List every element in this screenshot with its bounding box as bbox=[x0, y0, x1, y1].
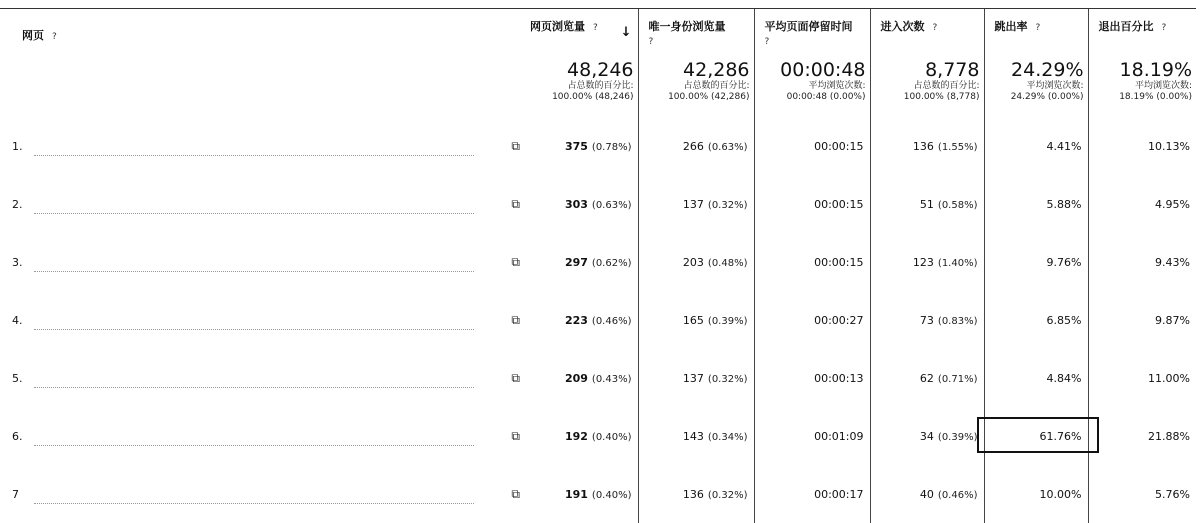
avg-time-value: 00:00:13 bbox=[814, 371, 864, 385]
summary-avg-time bbox=[754, 51, 870, 117]
exit-pct-cell bbox=[1088, 349, 1196, 407]
summary-value: 24.29% bbox=[1011, 59, 1084, 81]
unique-pageviews-cell bbox=[638, 291, 754, 349]
pageviews-value: 192 bbox=[564, 429, 588, 443]
entrances-cell bbox=[870, 349, 984, 407]
avg-time-value: 00:00:27 bbox=[814, 313, 864, 327]
unique-pageviews-pct: (0.39%) bbox=[707, 315, 748, 327]
row-index: 5. bbox=[12, 371, 23, 385]
unique-pageviews-cell bbox=[638, 407, 754, 465]
help-icon[interactable]: ? bbox=[1035, 23, 1041, 33]
page-url-redacted bbox=[34, 155, 474, 156]
summary-row bbox=[8, 51, 1196, 117]
exit-pct-cell bbox=[1088, 233, 1196, 291]
entrances-cell bbox=[870, 465, 984, 523]
row-index: 6. bbox=[12, 429, 23, 443]
entrances-value: 51 bbox=[919, 197, 934, 211]
page-cell[interactable] bbox=[8, 407, 520, 465]
page-url-redacted bbox=[34, 213, 474, 214]
bounce-rate-value: 6.85% bbox=[1046, 313, 1082, 327]
exit-pct-value: 9.87% bbox=[1155, 313, 1190, 327]
entrances-cell bbox=[870, 407, 984, 465]
col-label-bounce-rate: 跳出率 bbox=[994, 20, 1028, 33]
row-index: 3. bbox=[12, 255, 23, 269]
page-url-redacted bbox=[34, 387, 474, 388]
summary-detail: 100.00% (42,286) bbox=[668, 92, 750, 102]
summary-label-cell bbox=[8, 51, 520, 117]
bounce-rate-cell bbox=[984, 407, 1088, 465]
unique-pageviews-cell bbox=[638, 349, 754, 407]
row-index: 2. bbox=[12, 197, 23, 211]
pageviews-pct: (0.46%) bbox=[591, 315, 632, 327]
pageviews-pct: (0.78%) bbox=[591, 141, 632, 153]
external-link-icon[interactable]: ⧉ bbox=[511, 487, 520, 501]
bounce-rate-value: 10.00% bbox=[1039, 487, 1082, 501]
help-icon[interactable]: ? bbox=[52, 32, 57, 42]
avg-time-cell bbox=[754, 233, 870, 291]
col-header-exit-pct[interactable] bbox=[1088, 9, 1196, 51]
entrances-cell bbox=[870, 233, 984, 291]
bounce-rate-cell bbox=[984, 465, 1088, 523]
external-link-icon[interactable]: ⧉ bbox=[511, 139, 520, 153]
summary-value: 18.19% bbox=[1119, 59, 1192, 81]
entrances-value: 123 bbox=[912, 255, 934, 269]
summary-detail: 24.29% (0.00%) bbox=[1010, 92, 1084, 102]
col-label-entrances: 进入次数 bbox=[880, 20, 925, 33]
entrances-pct: (0.71%) bbox=[937, 373, 978, 385]
unique-pageviews-pct: (0.32%) bbox=[707, 199, 748, 211]
pageviews-pct: (0.40%) bbox=[591, 431, 632, 443]
exit-pct-value: 9.43% bbox=[1155, 255, 1190, 269]
avg-time-value: 00:00:15 bbox=[814, 255, 864, 269]
unique-pageviews-cell bbox=[638, 465, 754, 523]
pageviews-cell bbox=[520, 465, 638, 523]
page-url-redacted bbox=[34, 445, 474, 446]
exit-pct-cell bbox=[1088, 117, 1196, 175]
summary-caption: 平均浏览次数: bbox=[1026, 81, 1084, 91]
table-row[interactable] bbox=[8, 117, 1196, 175]
avg-time-cell bbox=[754, 117, 870, 175]
exit-pct-cell bbox=[1088, 291, 1196, 349]
col-header-pageviews[interactable] bbox=[520, 9, 638, 51]
unique-pageviews-value: 137 bbox=[682, 197, 704, 211]
pageviews-pct: (0.40%) bbox=[591, 489, 632, 501]
summary-caption: 平均浏览次数: bbox=[1134, 81, 1192, 91]
external-link-icon[interactable]: ⧉ bbox=[511, 255, 520, 269]
avg-time-value: 00:01:09 bbox=[814, 429, 864, 443]
pageviews-cell bbox=[520, 349, 638, 407]
summary-detail: 100.00% (48,246) bbox=[552, 92, 634, 102]
page-cell[interactable] bbox=[8, 175, 520, 233]
summary-caption: 占总数的百分比: bbox=[567, 81, 634, 91]
summary-value: 42,286 bbox=[683, 59, 750, 81]
unique-pageviews-pct: (0.32%) bbox=[707, 489, 748, 501]
unique-pageviews-value: 143 bbox=[682, 429, 704, 443]
col-label-unique-pageviews: 唯一身份浏览量 bbox=[648, 20, 726, 33]
summary-bounce-rate bbox=[984, 51, 1088, 117]
help-icon[interactable]: ? bbox=[1161, 23, 1167, 33]
pageviews-cell bbox=[520, 117, 638, 175]
pageviews-cell bbox=[520, 291, 638, 349]
unique-pageviews-pct: (0.63%) bbox=[707, 141, 748, 153]
pageviews-value: 191 bbox=[564, 487, 588, 501]
unique-pageviews-value: 203 bbox=[682, 255, 704, 269]
bounce-rate-value: 9.76% bbox=[1046, 255, 1082, 269]
col-label-page: 网页 bbox=[22, 29, 44, 42]
unique-pageviews-cell bbox=[638, 117, 754, 175]
page-url-redacted bbox=[34, 271, 474, 272]
summary-exit-pct bbox=[1088, 51, 1196, 117]
bounce-rate-cell bbox=[984, 349, 1088, 407]
avg-time-cell bbox=[754, 349, 870, 407]
pageviews-cell bbox=[520, 407, 638, 465]
entrances-value: 62 bbox=[919, 371, 934, 385]
entrances-pct: (0.39%) bbox=[937, 431, 978, 443]
unique-pageviews-pct: (0.48%) bbox=[707, 257, 748, 269]
summary-unique-pageviews bbox=[638, 51, 754, 117]
bounce-rate-cell bbox=[984, 291, 1088, 349]
entrances-value: 34 bbox=[919, 429, 934, 443]
bounce-rate-value: 5.88% bbox=[1046, 197, 1082, 211]
pageviews-value: 209 bbox=[564, 371, 588, 385]
entrances-pct: (1.40%) bbox=[937, 257, 978, 269]
col-header-entrances[interactable] bbox=[870, 9, 984, 51]
table-row[interactable] bbox=[8, 349, 1196, 407]
summary-detail: 18.19% (0.00%) bbox=[1119, 92, 1192, 102]
table-row[interactable] bbox=[8, 465, 1196, 523]
external-link-icon[interactable]: ⧉ bbox=[511, 371, 520, 385]
page-cell[interactable] bbox=[8, 117, 520, 175]
external-link-icon[interactable]: ⧉ bbox=[511, 429, 520, 443]
col-header-bounce-rate[interactable] bbox=[984, 9, 1088, 51]
bounce-rate-value: 4.41% bbox=[1046, 139, 1082, 153]
table-row[interactable] bbox=[8, 291, 1196, 349]
avg-time-cell bbox=[754, 465, 870, 523]
exit-pct-cell bbox=[1088, 175, 1196, 233]
avg-time-value: 00:00:15 bbox=[814, 197, 864, 211]
help-icon[interactable]: ? bbox=[764, 37, 770, 47]
page-cell[interactable] bbox=[8, 291, 520, 349]
unique-pageviews-value: 136 bbox=[682, 487, 704, 501]
entrances-pct: (0.83%) bbox=[937, 315, 978, 327]
exit-pct-cell bbox=[1088, 465, 1196, 523]
exit-pct-cell bbox=[1088, 407, 1196, 465]
entrances-pct: (1.55%) bbox=[937, 141, 978, 153]
entrances-value: 40 bbox=[919, 487, 934, 501]
summary-detail: 00:00:48 (0.00%) bbox=[786, 92, 866, 102]
exit-pct-value: 10.13% bbox=[1148, 139, 1190, 153]
pageviews-value: 375 bbox=[564, 139, 588, 153]
unique-pageviews-cell bbox=[638, 233, 754, 291]
pageviews-value: 223 bbox=[564, 313, 588, 327]
bounce-rate-cell bbox=[984, 233, 1088, 291]
external-link-icon[interactable]: ⧉ bbox=[511, 197, 520, 211]
entrances-value: 136 bbox=[912, 139, 934, 153]
row-index: 7 bbox=[12, 487, 19, 501]
col-header-unique-pageviews[interactable] bbox=[638, 9, 754, 51]
col-header-avg-time[interactable] bbox=[754, 9, 870, 51]
col-label-exit-pct: 退出百分比 bbox=[1098, 20, 1154, 33]
summary-value: 8,778 bbox=[925, 59, 980, 81]
summary-detail: 100.00% (8,778) bbox=[903, 92, 980, 102]
analytics-table bbox=[8, 9, 1196, 523]
row-index: 4. bbox=[12, 313, 23, 327]
avg-time-cell bbox=[754, 175, 870, 233]
pageviews-pct: (0.43%) bbox=[591, 373, 632, 385]
unique-pageviews-pct: (0.34%) bbox=[707, 431, 748, 443]
bounce-rate-cell bbox=[984, 117, 1088, 175]
bounce-rate-value: 4.84% bbox=[1046, 371, 1082, 385]
entrances-pct: (0.58%) bbox=[937, 199, 978, 211]
pageviews-cell bbox=[520, 175, 638, 233]
unique-pageviews-pct: (0.32%) bbox=[707, 373, 748, 385]
avg-time-cell bbox=[754, 407, 870, 465]
exit-pct-value: 4.95% bbox=[1155, 197, 1190, 211]
avg-time-value: 00:00:15 bbox=[814, 139, 864, 153]
summary-pageviews bbox=[520, 51, 638, 117]
entrances-cell bbox=[870, 291, 984, 349]
unique-pageviews-value: 137 bbox=[682, 371, 704, 385]
page-cell[interactable] bbox=[8, 465, 520, 523]
exit-pct-value: 11.00% bbox=[1148, 371, 1190, 385]
table-row[interactable] bbox=[8, 175, 1196, 233]
page-cell[interactable] bbox=[8, 349, 520, 407]
summary-entrances bbox=[870, 51, 984, 117]
summary-caption: 平均浏览次数: bbox=[808, 81, 866, 91]
col-header-page[interactable] bbox=[8, 9, 520, 51]
page-url-redacted bbox=[34, 503, 474, 504]
bounce-rate-value: 61.76% bbox=[1039, 429, 1082, 443]
header-row bbox=[8, 9, 1196, 51]
avg-time-cell bbox=[754, 291, 870, 349]
sort-desc-icon[interactable]: ↓ bbox=[620, 25, 632, 40]
pageviews-cell bbox=[520, 233, 638, 291]
help-icon[interactable]: ? bbox=[648, 37, 654, 47]
unique-pageviews-value: 266 bbox=[682, 139, 704, 153]
help-icon[interactable]: ? bbox=[932, 23, 938, 33]
entrances-cell bbox=[870, 117, 984, 175]
table-row[interactable] bbox=[8, 233, 1196, 291]
unique-pageviews-value: 165 bbox=[682, 313, 704, 327]
pageviews-pct: (0.63%) bbox=[591, 199, 632, 211]
summary-caption: 占总数的百分比: bbox=[913, 81, 980, 91]
table-row[interactable] bbox=[8, 407, 1196, 465]
entrances-value: 73 bbox=[919, 313, 934, 327]
col-label-avg-time: 平均页面停留时间 bbox=[764, 20, 853, 33]
pageviews-pct: (0.62%) bbox=[591, 257, 632, 269]
summary-caption: 占总数的百分比: bbox=[683, 81, 750, 91]
exit-pct-value: 5.76% bbox=[1155, 487, 1190, 501]
external-link-icon[interactable]: ⧉ bbox=[511, 313, 520, 327]
exit-pct-value: 21.88% bbox=[1148, 429, 1190, 443]
pageviews-value: 297 bbox=[564, 255, 588, 269]
bounce-rate-cell bbox=[984, 175, 1088, 233]
entrances-cell bbox=[870, 175, 984, 233]
entrances-pct: (0.46%) bbox=[937, 489, 978, 501]
col-label-pageviews: 网页浏览量 bbox=[530, 20, 585, 33]
help-icon[interactable]: ? bbox=[593, 23, 598, 33]
data-rows bbox=[8, 117, 1196, 523]
page-cell[interactable] bbox=[8, 233, 520, 291]
unique-pageviews-cell bbox=[638, 175, 754, 233]
pageviews-value: 303 bbox=[564, 197, 588, 211]
row-index: 1. bbox=[12, 139, 23, 153]
page-url-redacted bbox=[34, 329, 474, 330]
summary-value: 48,246 bbox=[567, 59, 634, 81]
avg-time-value: 00:00:17 bbox=[814, 487, 864, 501]
summary-value: 00:00:48 bbox=[780, 59, 866, 81]
